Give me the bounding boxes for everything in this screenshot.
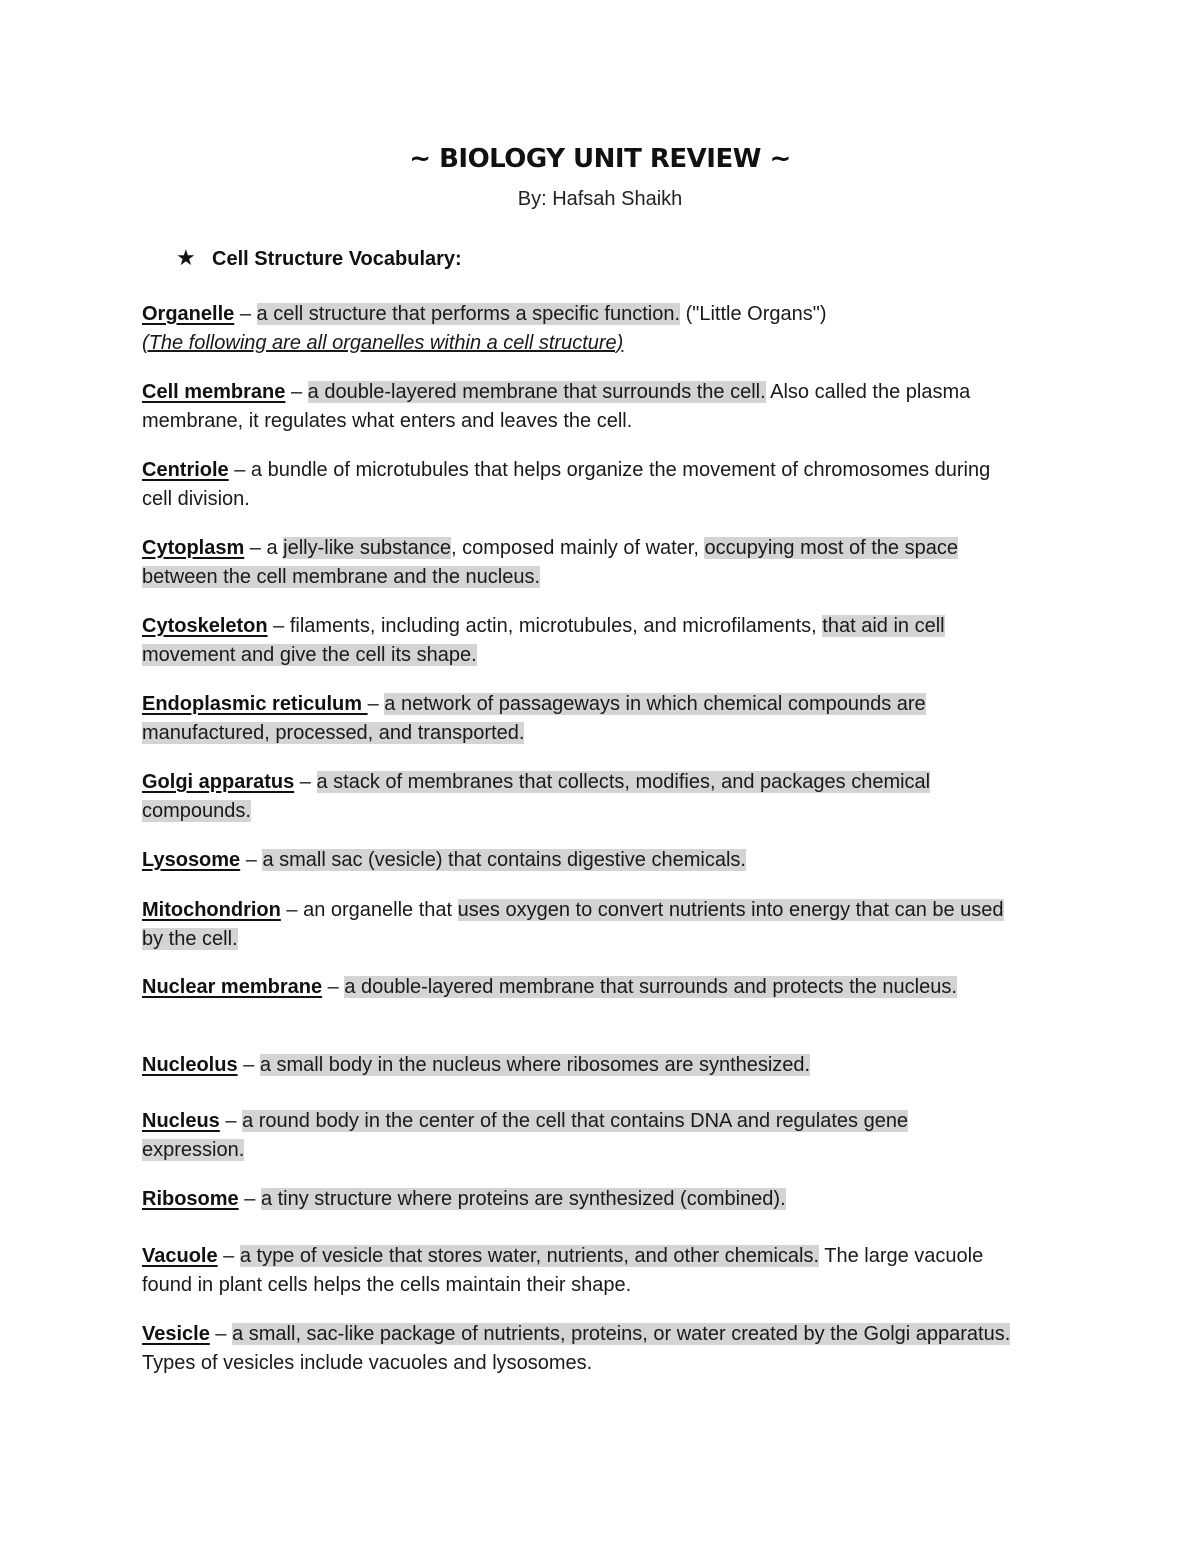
definition-text: Also called the plasma membrane, it regulates what enters and leaves the cell.	[142, 381, 971, 432]
page-title: ~ BIOLOGY UNIT REVIEW ~	[409, 144, 791, 174]
entry-dash: –	[209, 1323, 233, 1345]
vocab-entry-organelle	[142, 300, 1012, 357]
term-nuclear-membrane: Nuclear membrane	[142, 976, 323, 998]
highlighted-definition: a network of passageways in which chemical compounds are manufactured, processed, and transported.	[142, 693, 926, 744]
term-mitochondrion: Mitochondrion	[142, 899, 281, 921]
term-golgi-apparatus: Golgi apparatus	[142, 771, 295, 793]
highlighted-definition: a stack of membranes that collects, modifies, and packages chemical compounds.	[142, 771, 931, 822]
highlighted-definition: a round body in the center of the cell that contains DNA and regulates gene expression.	[142, 1110, 909, 1161]
entry-dash: –	[217, 1245, 240, 1267]
term-cell-membrane: Cell membrane	[142, 381, 286, 403]
definition-text: – a bundle of microtubules that helps organize the movement of chromosomes during cell division.	[142, 459, 991, 510]
vocab-entry-cytoplasm	[142, 534, 1012, 591]
term-ribosome: Ribosome	[142, 1188, 239, 1210]
highlighted-definition: a double-layered membrane that surrounds and protects the nucleus.	[344, 976, 957, 998]
vocab-entry-cell-membrane	[142, 378, 1012, 435]
entry-dash: –	[240, 849, 263, 871]
highlighted-definition: a small body in the nucleus where ribosomes are synthesized.	[259, 1054, 811, 1076]
definition-text: , composed mainly of water,	[451, 537, 705, 559]
entry-dash: –	[219, 1110, 243, 1132]
entry-dash: – an organelle that	[280, 899, 458, 921]
definition-text: The large vacuole found in plant cells helps the cells maintain their shape.	[142, 1245, 984, 1296]
entry-dash: –	[234, 303, 257, 325]
entry-dash: –	[285, 381, 308, 403]
vocab-entry-vesicle	[142, 1320, 1012, 1377]
vocab-entry-golgi-apparatus	[142, 768, 1012, 825]
highlighted-definition: a cell structure that performs a specific function.	[256, 303, 681, 325]
term-organelle: Organelle	[142, 303, 235, 325]
vocab-entry-nuclear-membrane	[142, 973, 1012, 1002]
entry-dash: –	[238, 1188, 261, 1210]
vocab-entry-endoplasmic-reticulum	[142, 690, 1012, 747]
entry-dash: – filaments, including actin, microtubules, and microfilaments,	[267, 615, 823, 637]
highlighted-definition: uses oxygen to convert nutrients into energy that can be used by the cell.	[142, 899, 1004, 950]
vocab-entry-mitochondrion	[142, 896, 1012, 953]
highlighted-definition: a small sac (vesicle) that contains digestive chemicals.	[262, 849, 746, 871]
highlighted-definition: occupying most of the space between the cell membrane and the nucleus.	[142, 537, 958, 588]
term-vesicle: Vesicle	[142, 1323, 210, 1345]
definition-text: ("Little Organs")	[680, 303, 827, 325]
vocab-entry-lysosome	[142, 846, 1012, 875]
entry-dash: –	[294, 771, 317, 793]
vocab-entry-centriole	[142, 456, 1012, 513]
term-cytoskeleton: Cytoskeleton	[142, 615, 268, 637]
author-line: By: Hafsah Shaikh	[517, 188, 683, 210]
organelle-note: (The following are all organelles within a cell structure)	[142, 331, 624, 354]
term-nucleolus: Nucleolus	[142, 1054, 238, 1076]
term-lysosome: Lysosome	[142, 849, 241, 871]
vocab-entry-nucleolus	[142, 1051, 1012, 1080]
vocab-entry-nucleus	[142, 1107, 1012, 1164]
entry-dash: –	[322, 976, 345, 998]
term-centriole: Centriole	[142, 459, 229, 481]
highlighted-definition: a tiny structure where proteins are synthesized (combined).	[260, 1188, 786, 1210]
entry-dash: – a	[244, 537, 284, 559]
highlighted-definition: a type of vesicle that stores water, nutrients, and other chemicals.	[239, 1245, 820, 1267]
highlighted-definition: a double-layered membrane that surrounds the cell.	[307, 381, 766, 403]
vocab-entry-ribosome	[142, 1185, 1012, 1214]
highlighted-definition: a small, sac-like package of nutrients, proteins, or water created by the Golgi apparatus.	[232, 1323, 1011, 1345]
highlighted-definition: jelly-like substance	[283, 537, 452, 559]
entry-dash: –	[367, 693, 385, 715]
vocab-entry-vacuole	[142, 1242, 1012, 1299]
term-cytoplasm: Cytoplasm	[142, 537, 245, 559]
definition-text: Types of vesicles include vacuoles and lysosomes.	[142, 1351, 593, 1374]
highlighted-definition: that aid in cell movement and give the cell its shape.	[142, 615, 945, 666]
section-title: Cell Structure Vocabulary:	[212, 248, 462, 270]
term-vacuole: Vacuole	[142, 1245, 218, 1267]
section-heading	[176, 245, 462, 271]
star-icon: ★	[176, 245, 196, 270]
vocab-entry-cytoskeleton	[142, 612, 1012, 669]
term-nucleus: Nucleus	[142, 1110, 220, 1132]
entry-dash: –	[237, 1054, 260, 1076]
term-endoplasmic-reticulum: Endoplasmic reticulum	[142, 693, 368, 715]
